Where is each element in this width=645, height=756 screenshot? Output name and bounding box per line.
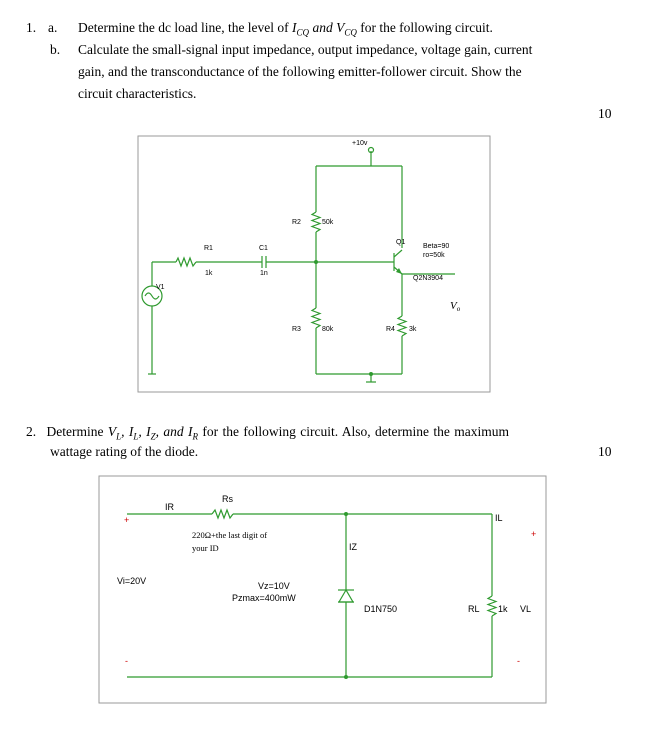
ir-label: IR xyxy=(165,502,174,512)
junction-dot xyxy=(314,260,318,264)
q1-b-line3: circuit characteristics. xyxy=(78,86,197,101)
r4-value: 3k xyxy=(409,326,417,333)
circuit-2-wires xyxy=(127,510,496,677)
circuit-1-labels xyxy=(156,140,449,333)
q1-marks: 10 xyxy=(598,106,612,121)
rs-label: Rs xyxy=(222,494,233,504)
iz-label: IZ xyxy=(349,542,357,552)
junction-dot xyxy=(344,512,348,516)
diode-label: D1N750 xyxy=(364,604,398,614)
q1-a-label: a. xyxy=(48,20,58,35)
r1-value: 1k xyxy=(205,270,213,277)
q2-number: 2. xyxy=(26,424,37,439)
rs-value-line1: 220Ω+the last digit of xyxy=(192,530,268,540)
r1-label: R1 xyxy=(204,245,213,252)
minus-right-label: - xyxy=(517,656,520,666)
ro-label: ro=50k xyxy=(423,252,445,259)
r2-label: R2 xyxy=(292,219,301,226)
q1-label: Q1 xyxy=(396,239,406,246)
q2-line2: wattage rating of the diode. xyxy=(50,444,199,459)
il-label: IL xyxy=(495,513,503,523)
plus-left-label: + xyxy=(124,515,130,525)
rs-value-note xyxy=(192,530,267,553)
rl-label: RL xyxy=(468,604,480,614)
emitter-arrow xyxy=(396,268,402,274)
part-label: Q2N3904 xyxy=(413,275,443,282)
vl-label: VL xyxy=(520,604,532,614)
q1-number: 1. xyxy=(26,20,37,35)
pz-label: Pzmax=400mW xyxy=(232,593,296,603)
r3-label: R3 xyxy=(292,326,301,333)
junction-dot xyxy=(369,372,373,376)
v1-label: V1 xyxy=(156,284,165,291)
circuit-2-frame xyxy=(99,476,546,703)
r3-value: 80k xyxy=(322,326,334,333)
q1-b-label: b. xyxy=(50,42,61,57)
rl-value: 1k xyxy=(498,604,508,614)
plus-right-label: + xyxy=(531,529,537,539)
vz-label: Vz=10V xyxy=(258,581,290,591)
circuit-2-labels xyxy=(117,494,536,666)
circuit-1-wires xyxy=(142,148,455,383)
r4-label: R4 xyxy=(386,326,395,333)
minus-left-label: - xyxy=(125,656,128,666)
c1-value: 1n xyxy=(260,270,268,277)
rs-value-line2: your ID xyxy=(192,543,219,553)
vi-label: Vi=20V xyxy=(117,576,147,586)
q1-b-line1: Calculate the small-signal input impedance, output impedance, voltage gain, current xyxy=(78,42,533,57)
junction-dot xyxy=(344,675,348,679)
circuit-1-frame xyxy=(138,136,490,392)
vcc-label: +10v xyxy=(352,140,368,147)
c1-label: C1 xyxy=(259,245,268,252)
beta-label: Beta=90 xyxy=(423,243,450,250)
q1-b-line2: gain, and the transconductance of the following emitter-follower circuit. Show the xyxy=(78,64,522,79)
r2-value: 50k xyxy=(322,219,334,226)
q2-line1: 2. Determine $V_L$, $I_L$, $I_Z$, and $I_R$ for the following circuit. Also, determine the maximum xyxy=(26,424,509,442)
q2-marks: 10 xyxy=(598,444,612,459)
q1-a-text: Determine the dc load line, the level of $I_{CQ}$ and $V_{CQ}$ for the following circuit. xyxy=(78,20,493,38)
vo-label: Vo xyxy=(450,300,461,313)
